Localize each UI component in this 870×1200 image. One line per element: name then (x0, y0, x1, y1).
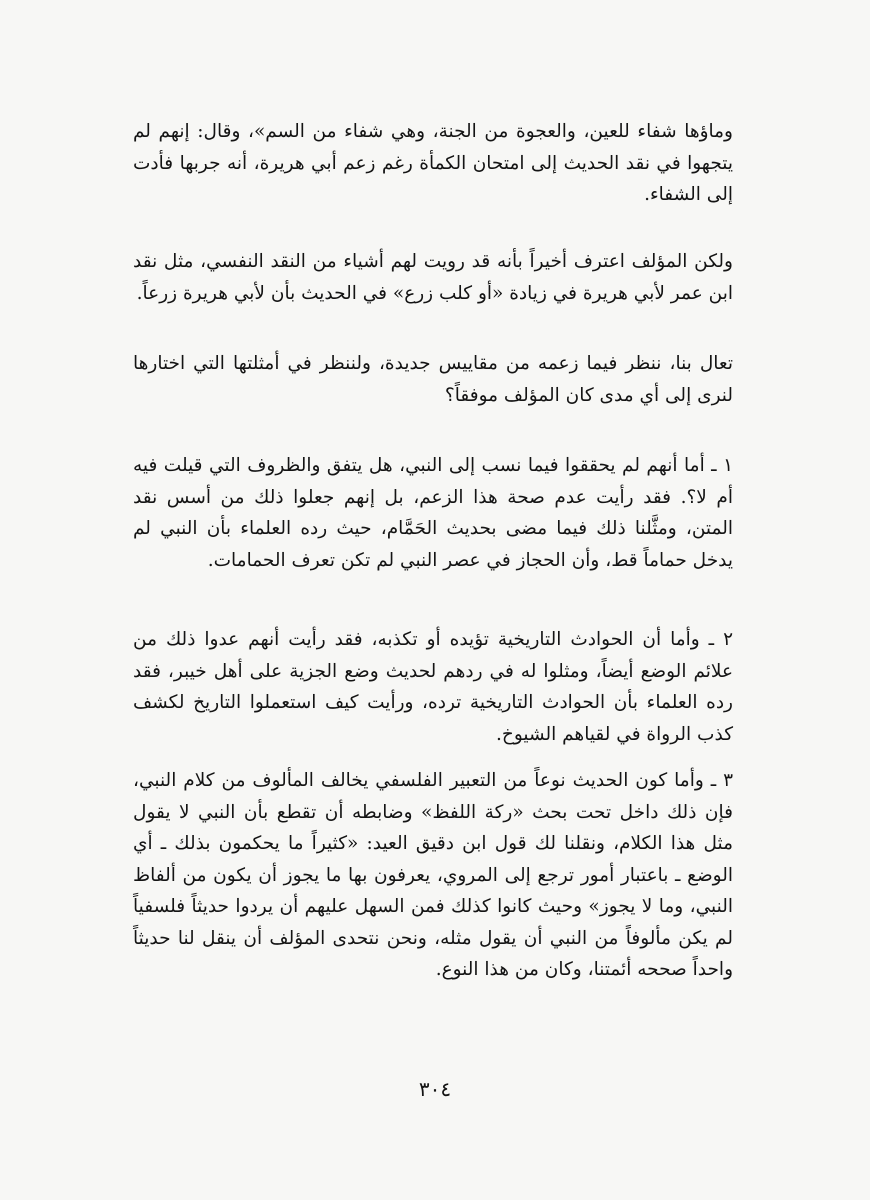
paragraph-4: ١ ـ أما أنهم لم يحققوا فيما نسب إلى النبي، هل يتفق والظروف التي قيلت فيه أم لا؟. فقد رأيت عدم صحة هذا الزعم، بل إنهم جعلوا ذلك من أسس نقد المتن، ومثَّلنا ذلك فيما مضى بحديث الحَمَّام، حيث رده العلماء بأن النبي لم يدخل حماماً قط، وأن الحجاز في عصر النبي لم تكن تعرف الحمامات. (133, 455, 733, 571)
paragraph-5: ٢ ـ وأما أن الحوادث التاريخية تؤيده أو تكذبه، فقد رأيت أنهم عدوا ذلك من علائم الوضع أيضاً، ومثلوا له في ردهم لحديث وضع الجزية على أهل خيبر، فقد رده العلماء بأن الحوادث التاريخية ترده، ورأيت كيف استعملوا التاريخ لكشف كذب الرواة في لقياهم الشيوخ. (133, 629, 733, 745)
paragraph-1: وماؤها شفاء للعين، والعجوة من الجنة، وهي شفاء من السم»، وقال: إنهم لم يتجهوا في نقد الحديث إلى امتحان الكمأة رغم زعم أبي هريرة، أنه جربها فأدت إلى الشفاء. (133, 121, 733, 205)
page-number: ٣٠٤ (418, 1077, 452, 1101)
paragraph-6: ٣ ـ وأما كون الحديث نوعاً من التعبير الفلسفي يخالف المألوف من كلام النبي، فإن ذلك داخل تحت بحث «ركة اللفظ» وضابطه أن تقطع بأن النبي لا يقول مثل هذا الكلام، ونقلنا لك قول ابن دقيق العيد: «كثيراً ما يحكمون بذلك ـ أي الوضع ـ باعتبار أمور ترجع إلى المروي، يعرفون بها ما يجوز أن يكون من ألفاظ النبي، وما لا يجوز» وحيث كانوا كذلك فمن السهل عليهم أن يردوا حديثاً فلسفياً لم يكن مألوفاً من النبي أن يقول مثله، ونحن نتحدى المؤلف أن ينقل لنا حديثاً واحداً صححه أئمتنا، وكان من هذا النوع. (133, 770, 733, 980)
paragraph-2: ولكن المؤلف اعترف أخيراً بأنه قد رويت لهم أشياء من النقد النفسي، مثل نقد ابن عمر لأبي هريرة في زيادة «أو كلب زرع» في الحديث بأن لأبي هريرة زرعاً. (133, 251, 733, 304)
paragraph-3: تعال بنا، ننظر فيما زعمه من مقاييس جديدة، ولننظر في أمثلتها التي اختارها لنرى إلى أي مدى كان المؤلف موفقاً؟ (133, 353, 733, 406)
